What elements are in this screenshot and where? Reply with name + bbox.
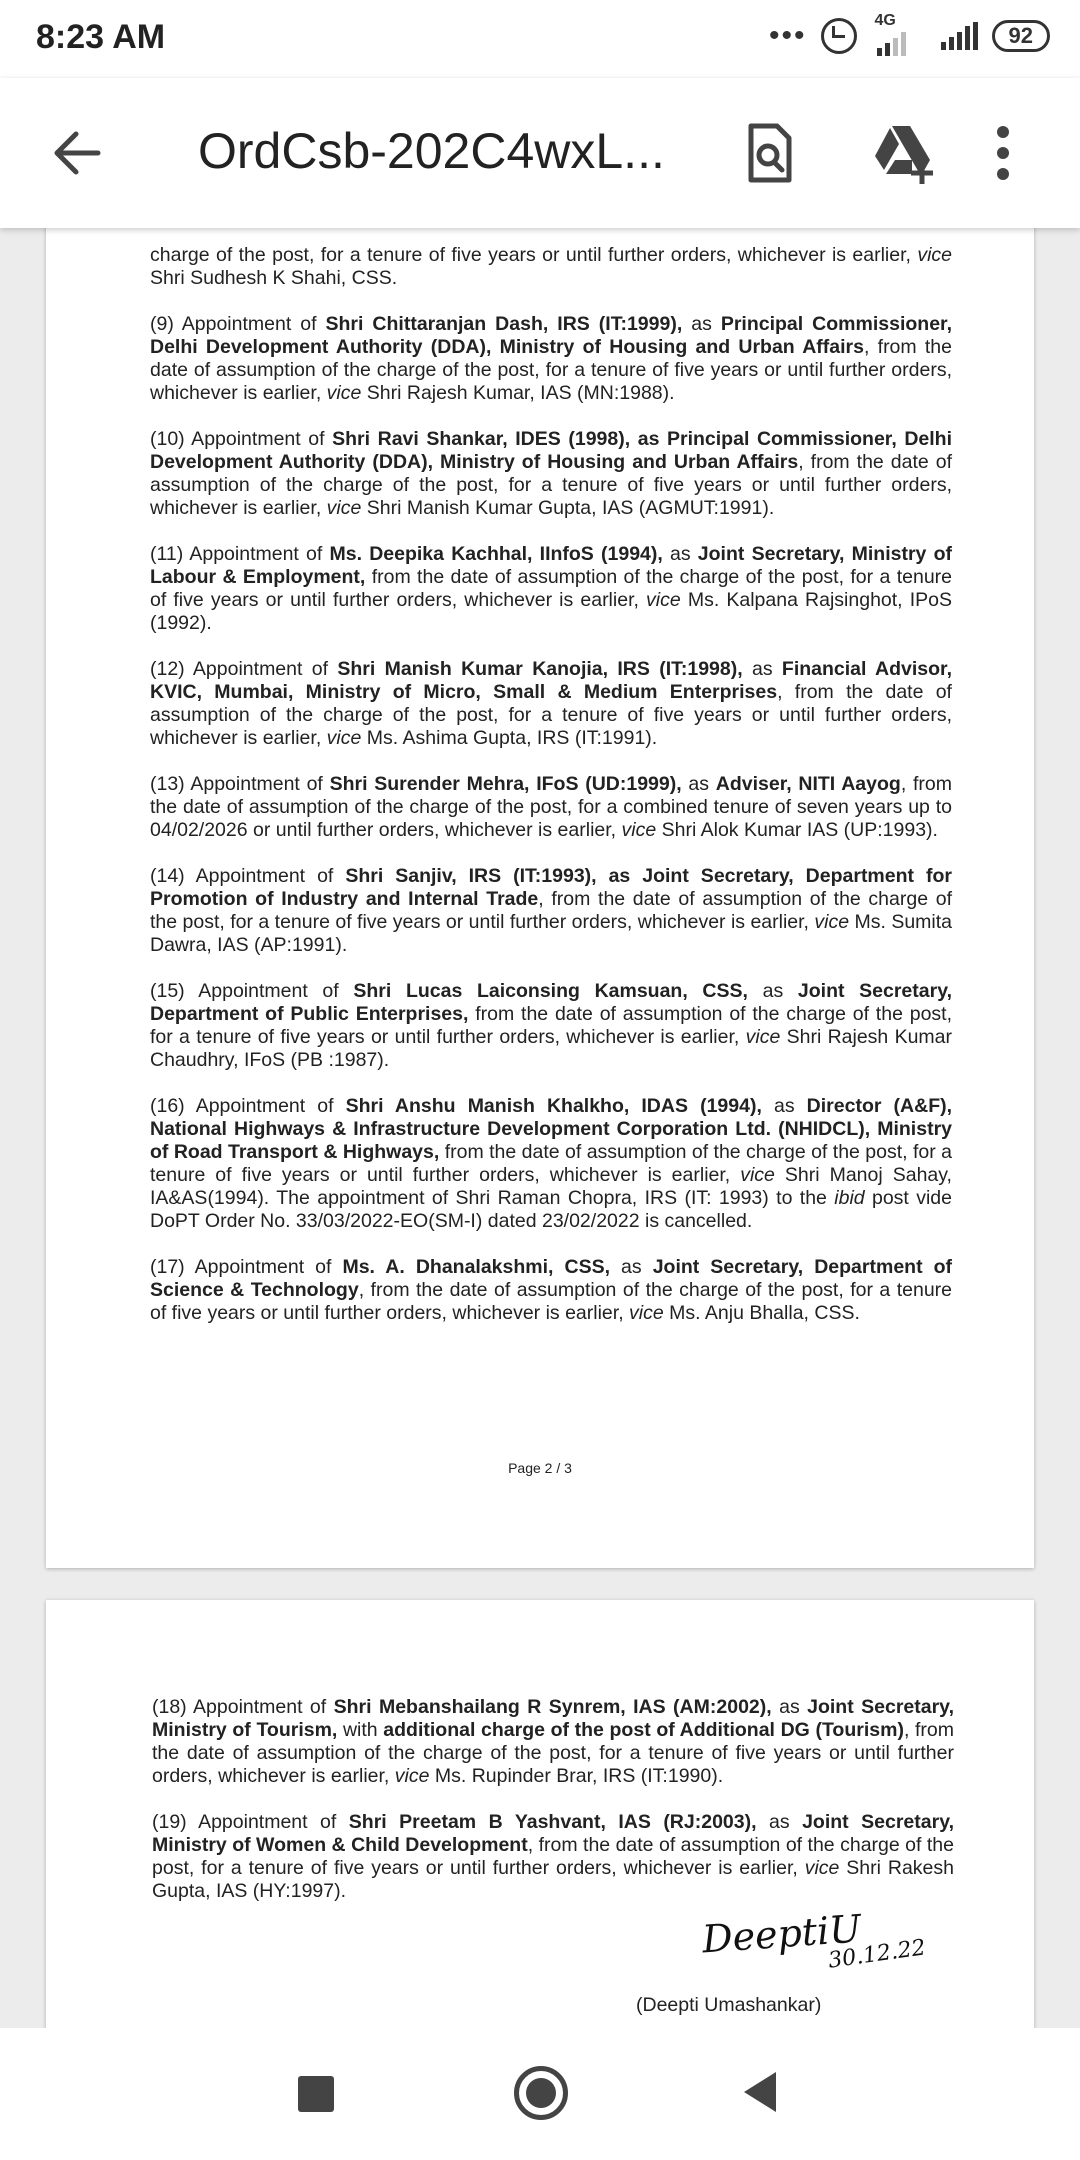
italic-text: vice [917, 244, 952, 266]
bold-text: Joint Secretary, Ministry of Women & Child Development [152, 1811, 955, 1856]
bold-text: Ms. A. Dhanalakshmi, CSS, [342, 1256, 611, 1278]
bold-text: Financial Advisor, KVIC, Mumbai, Ministry of Micro, Small & Medium Enterprises [150, 658, 952, 703]
bold-text: Joint Secretary, Department of Science & Technology [150, 1256, 953, 1301]
bold-text: Shri Lucas Laiconsing Kamsuan, CSS, [353, 980, 748, 1002]
page-text [150, 244, 952, 1348]
bold-text: additional charge of the post of Additional DG (Tourism) [383, 1719, 904, 1741]
signal-strength-icon [941, 22, 978, 50]
system-nav-bar [0, 2028, 1080, 2160]
order-paragraph: (16) Appointment of Shri Anshu Manish Khalkho, IDAS (1994), as Director (A&F), National Highways & Infrastructure Development Corporation Ltd. (NHIDCL), Ministry of Road Transport & Highways, from the date of assumption of the charge of the post, for a tenure of five years or until further orders, whichever is earlier, vice Shri Manoj Sahay, IA&AS(1994). The appointment of Shri Raman Chopra, IRS (IT: 1993) to the ibid post vide DoPT Order No. 33/03/2022-EO(SM-I) dated 23/02/2022 is cancelled. [150, 1095, 953, 1232]
more-vertical-icon[interactable] [985, 120, 1021, 186]
back-triangle-icon[interactable] [744, 2072, 776, 2112]
mobile-signal-icon [871, 12, 927, 54]
order-paragraph: (9) Appointment of Shri Chittaranjan Dash, IRS (IT:1999), as Principal Commissioner, Delhi Development Authority (DDA), Ministry of Housing and Urban Affairs, from the date of assumption of the charge of the post, for a tenure of five years or until further orders, whichever is earlier, vice Shri Rajesh Kumar, IAS (MN:1988). [150, 313, 952, 404]
overflow-notifications-icon: ••• [769, 19, 807, 52]
document-page-2 [46, 228, 1034, 1568]
bold-text: Shri Chittaranjan Dash, IRS (IT:1999), [325, 313, 683, 335]
order-paragraph: (13) Appointment of Shri Surender Mehra, IFoS (UD:1999), as Adviser, NITI Aayog, from the date of assumption of the charge of the post, for a combined tenure of seven years up to 04/02/2026 or until further orders, whichever is earlier, vice Shri Alok Kumar IAS (UP:1993). [150, 773, 952, 841]
bold-text: Joint Secretary, Ministry of Labour & Employment, [150, 543, 953, 588]
order-paragraph: (18) Appointment of Shri Mebanshailang R Synrem, IAS (AM:2002), as Joint Secretary, Ministry of Tourism, with additional charge of the post of Additional DG (Tourism), from the date of assumption of the charge of the post, for a tenure of five years or until further orders, whichever is earlier, vice Ms. Rupinder Brar, IRS (IT:1990). [152, 1696, 955, 1787]
bold-text: Shri Ravi Shankar, IDES (1998), as Principal Commissioner, Delhi Development Authority (DDA), Ministry of Housing and Urban Affairs [150, 428, 952, 473]
order-paragraph: (14) Appointment of Shri Sanjiv, IRS (IT:1993), as Joint Secretary, Department for Promotion of Industry and Internal Trade, from the date of assumption of the charge of the post, for a tenure of five years or until further orders, whichever is earlier, vice Ms. Sumita Dawra, IAS (AP:1991). [150, 865, 953, 956]
app-bar [0, 78, 1080, 228]
page-number: Page 2 / 3 [508, 1460, 572, 1476]
italic-text: vice [740, 1164, 775, 1186]
recents-square-icon[interactable] [298, 2076, 334, 2112]
signature: DeeptiU [700, 1906, 863, 1962]
status-time: 8:23 AM [36, 18, 166, 56]
search-document-icon[interactable] [737, 120, 803, 186]
bold-text: Shri Sanjiv, IRS (IT:1993), as Joint Secretary, Department for Promotion of Industry and Internal Trade [150, 865, 953, 910]
drive-add-icon[interactable] [870, 120, 936, 186]
home-circle-icon[interactable] [514, 2066, 568, 2120]
bold-text: Ms. Deepika Kachhal, IInfoS (1994), [329, 543, 663, 565]
order-paragraph: (11) Appointment of Ms. Deepika Kachhal, IInfoS (1994), as Joint Secretary, Ministry of Labour & Employment, from the date of assumption of the charge of the post, for a tenure of five years or until further orders, whichever is earlier, vice Ms. Kalpana Rajsinghot, IPoS (1992). [150, 543, 953, 634]
italic-text: vice [326, 382, 362, 404]
page-text [152, 1696, 954, 1926]
italic-text: vice [646, 589, 681, 611]
status-icons [769, 12, 1050, 54]
signature-date: 30.12.22 [826, 1935, 928, 1974]
order-paragraph: (19) Appointment of Shri Preetam B Yashvant, IAS (RJ:2003), as Joint Secretary, Ministry of Women & Child Development, from the date of assumption of the charge of the post, for a tenure of five years or until further orders, whichever is earlier, vice Shri Rakesh Gupta, IAS (HY:1997). [152, 1811, 955, 1902]
status-bar [0, 0, 1080, 78]
italic-text: vice [629, 1302, 664, 1324]
document-viewer[interactable] [0, 228, 1080, 2028]
document-title: OrdCsb-202C4wxL... [198, 123, 665, 179]
italic-text: vice [326, 497, 362, 519]
order-paragraph: (15) Appointment of Shri Lucas Laiconsing Kamsuan, CSS, as Joint Secretary, Department of Public Enterprises, from the date of assumption of the charge of the post, for a tenure of five years or until further orders, whichever is earlier, vice Shri Rajesh Kumar Chaudhry, IFoS (PB :1987). [150, 980, 953, 1071]
battery-icon: 92 [992, 20, 1050, 52]
italic-text: ibid [834, 1187, 865, 1209]
italic-text: vice [621, 819, 657, 841]
signatory-name: (Deepti Umashankar) [636, 1994, 822, 2016]
back-arrow-icon[interactable] [52, 128, 102, 178]
bold-text: Shri Surender Mehra, IFoS (UD:1999), [329, 773, 682, 795]
italic-text: vice [394, 1765, 430, 1787]
italic-text: vice [814, 911, 850, 933]
bold-text: Shri Manish Kumar Kanojia, IRS (IT:1998), [337, 658, 743, 680]
order-paragraph: (17) Appointment of Ms. A. Dhanalakshmi, CSS, as Joint Secretary, Department of Science & Technology, from the date of assumption of the charge of the post, for a tenure of five years or until further orders, whichever is earlier, vice Ms. Anju Bhalla, CSS. [150, 1256, 953, 1324]
network-type-label: 4G [874, 12, 896, 29]
bold-text: Shri Mebanshailang R Synrem, IAS (AM:2002), [333, 1696, 772, 1718]
italic-text: vice [326, 727, 362, 749]
italic-text: vice [804, 1857, 840, 1879]
document-page-3 [46, 1600, 1034, 2028]
bold-text: Shri Anshu Manish Khalkho, IDAS (1994), [345, 1095, 762, 1117]
order-paragraph: (12) Appointment of Shri Manish Kumar Kanojia, IRS (IT:1998), as Financial Advisor, KVIC, Mumbai, Ministry of Micro, Small & Medium Enterprises, from the date of assumption of the charge of the post, for a tenure of five years or until further orders, whichever is earlier, vice Ms. Ashima Gupta, IRS (IT:1991). [150, 658, 952, 749]
bold-text: Joint Secretary, Department of Public Enterprises, [150, 980, 953, 1025]
order-paragraph: charge of the post, for a tenure of five years or until further orders, whichever is earlier, vice Shri Sudhesh K Shahi, CSS. [150, 244, 952, 289]
bold-text: Shri Preetam B Yashvant, IAS (RJ:2003), [348, 1811, 757, 1833]
bold-text: Joint Secretary, Ministry of Tourism, [152, 1696, 954, 1741]
alarm-icon [821, 18, 857, 54]
bold-text: Principal Commissioner, Delhi Development Authority (DDA), Ministry of Housing and Urban Affairs [150, 313, 952, 358]
bold-text: Adviser, NITI Aayog [715, 773, 901, 795]
order-paragraph: (10) Appointment of Shri Ravi Shankar, IDES (1998), as Principal Commissioner, Delhi Development Authority (DDA), Ministry of Housing and Urban Affairs, from the date of assumption of the charge of the post, for a tenure of five years or until further orders, whichever is earlier, vice Shri Manish Kumar Gupta, IAS (AGMUT:1991). [150, 428, 952, 519]
italic-text: vice [745, 1026, 781, 1048]
bold-text: Director (A&F), National Highways & Infrastructure Development Corporation Ltd. (NHIDCL), Ministry of Road Transport & Highways, [150, 1095, 953, 1163]
